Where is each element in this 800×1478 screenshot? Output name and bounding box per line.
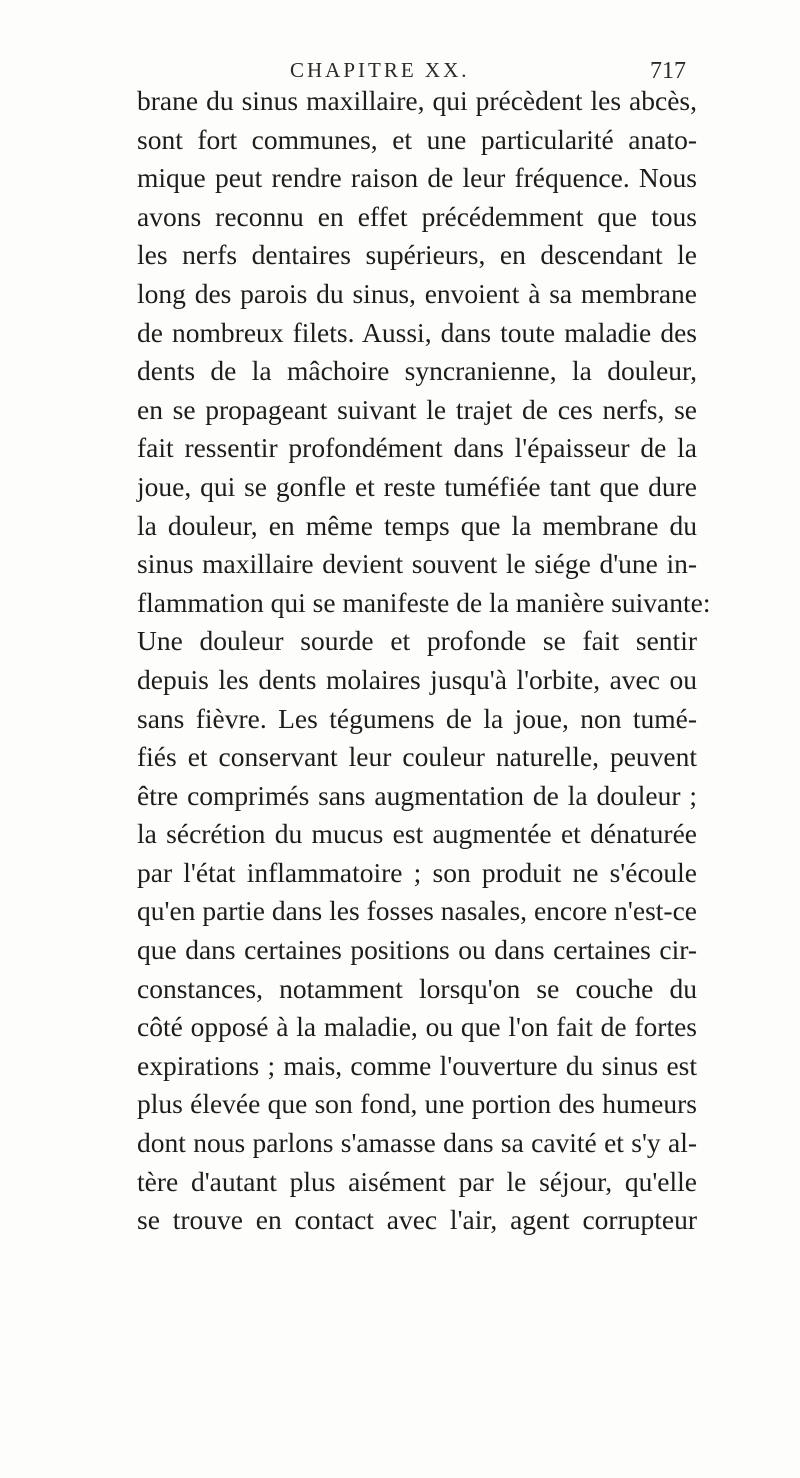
text-line: flammation qui se manifeste de la manière suivante: [137,586,711,618]
text-line: tère d'autant plus aisément par le séjour, qu'elle [137,1165,697,1197]
page-number: 717 [650,58,686,84]
text-line: par l'état inflammatoire ; son produit ne s'écoule [137,856,697,888]
text-line: côté opposé à la maladie, ou que l'on fait de fortes [137,1011,697,1043]
text-line: sans fièvre. Les tégumens de la joue, non tumé- [137,702,697,734]
text-line: long des parois du sinus, envoient à sa membrane [137,277,697,309]
body-text [137,82,711,1240]
text-line: dont nous parlons s'amasse dans sa cavité et s'y al- [137,1127,697,1159]
text-line: plus élevée que son fond, une portion des humeurs [137,1088,697,1120]
text-line: dents de la mâchoire syncranienne, la douleur, [137,355,697,387]
text-line: constances, notamment lorsqu'on se couche du [137,972,697,1004]
text-line: les nerfs dentaires supérieurs, en descendant le [137,239,697,271]
text-line: fiés et conservant leur couleur naturelle, peuvent [137,741,697,773]
text-line: expirations ; mais, comme l'ouverture du sinus est [137,1049,697,1081]
text-line: avons reconnu en effet précédemment que tous [137,200,697,232]
text-line: fait ressentir profondément dans l'épaisseur de la [137,432,697,464]
text-line: en se propageant suivant le trajet de ces nerfs, se [137,393,697,425]
text-line: se trouve en contact avec l'air, agent corrupteur [137,1204,697,1236]
text-line: sont fort communes, et une particularité anato- [137,123,697,155]
text-line: depuis les dents molaires jusqu'à l'orbite, avec ou [137,663,697,695]
text-line: la douleur, en même temps que la membrane du [137,509,697,541]
text-line: brane du sinus maxillaire, qui précèdent les abcès, [137,85,697,116]
text-line: de nombreux filets. Aussi, dans toute maladie des [137,316,697,348]
chapter-heading: CHAPITRE XX. [290,58,470,82]
text-line: qu'en partie dans les fosses nasales, encore n'est-ce [137,895,697,927]
text-line: sinus maxillaire devient souvent le siége d'une in- [137,548,697,580]
text-line: que dans certaines positions ou dans certaines cir- [137,934,697,966]
text-line: joue, qui se gonfle et reste tuméfiée tant que dure [137,470,697,502]
text-line: être comprimés sans augmentation de la douleur ; [137,779,697,811]
text-line: la sécrétion du mucus est augmentée et dénaturée [137,818,697,850]
text-line: Une douleur sourde et profonde se fait sentir [137,625,697,657]
text-line: mique peut rendre raison de leur fréquence. Nous [137,162,697,194]
